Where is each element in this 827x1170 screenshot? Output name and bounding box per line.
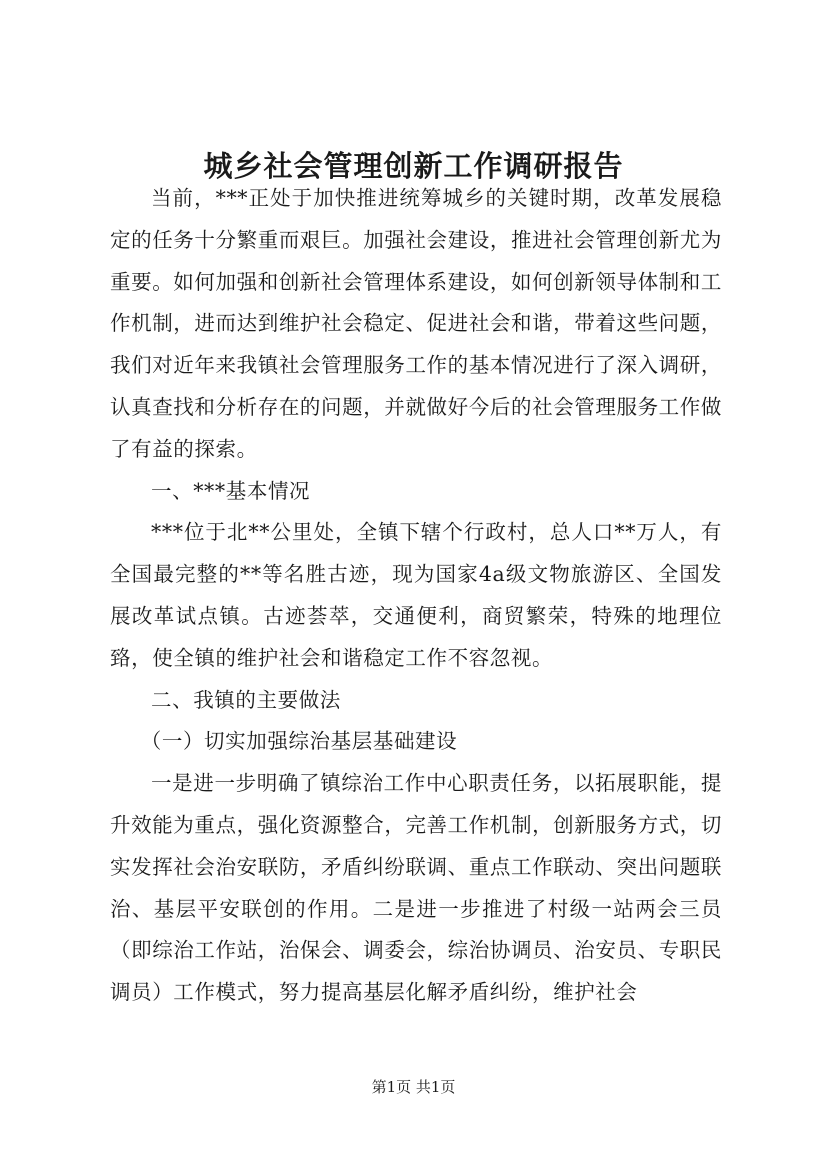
document-body: [110, 178, 722, 1014]
section-heading-main-practices: 二、我镇的主要做法: [151, 687, 341, 712]
grassroots-paragraph: 一是进一步明确了镇综治工作中心职责任务，以拓展职能，提升效能为重点，强化资源整合，完善工作机制，创新服务方式，切实发挥社会治安联防，矛盾纠纷联调、重点工作联动、突出问题联治、基层平安联创的作用。二是进一步推进了村级一站两会三员（即综治工作站，治保会、调委会，综治协调员、治安员、专职民调员）工作模式，努力提高基层化解矛盾纠纷，维护社会: [110, 771, 722, 1005]
document-title: 城乡社会管理创新工作调研报告: [203, 149, 624, 183]
basic-situation-paragraph: ***位于北**公里处，全镇下辖个行政村，总人口**万人，有全国最完整的**等名胜古迹，现为国家4a级文物旅游区、全国发展改革试点镇。古迹荟萃，交通便利，商贸繁荣，特殊的地理位臵，使全镇的维护社会和谐稳定工作不容忽视。: [110, 520, 722, 670]
subsection-heading-grassroots: （一）切实加强综治基层基础建设: [140, 729, 458, 754]
section-heading-basic-situation: 一、***基本情况: [151, 478, 311, 503]
intro-paragraph: 当前，***正处于加快推进统筹城乡的关键时期，改革发展稳定的任务十分繁重而艰巨。加强社会建设，推进社会管理创新尤为重要。如何加强和创新社会管理体系建设，如何创新领导体制和工作机制，进而达到维护社会稳定、促进社会和谐，带着这些问题，我们对近年来我镇社会管理服务工作的基本情况进行了深入调研，认真查找和分析存在的问题，并就做好今后的社会管理服务工作做了有益的探索。: [110, 186, 722, 461]
page-footer: 第1页 共1页: [371, 1078, 456, 1096]
